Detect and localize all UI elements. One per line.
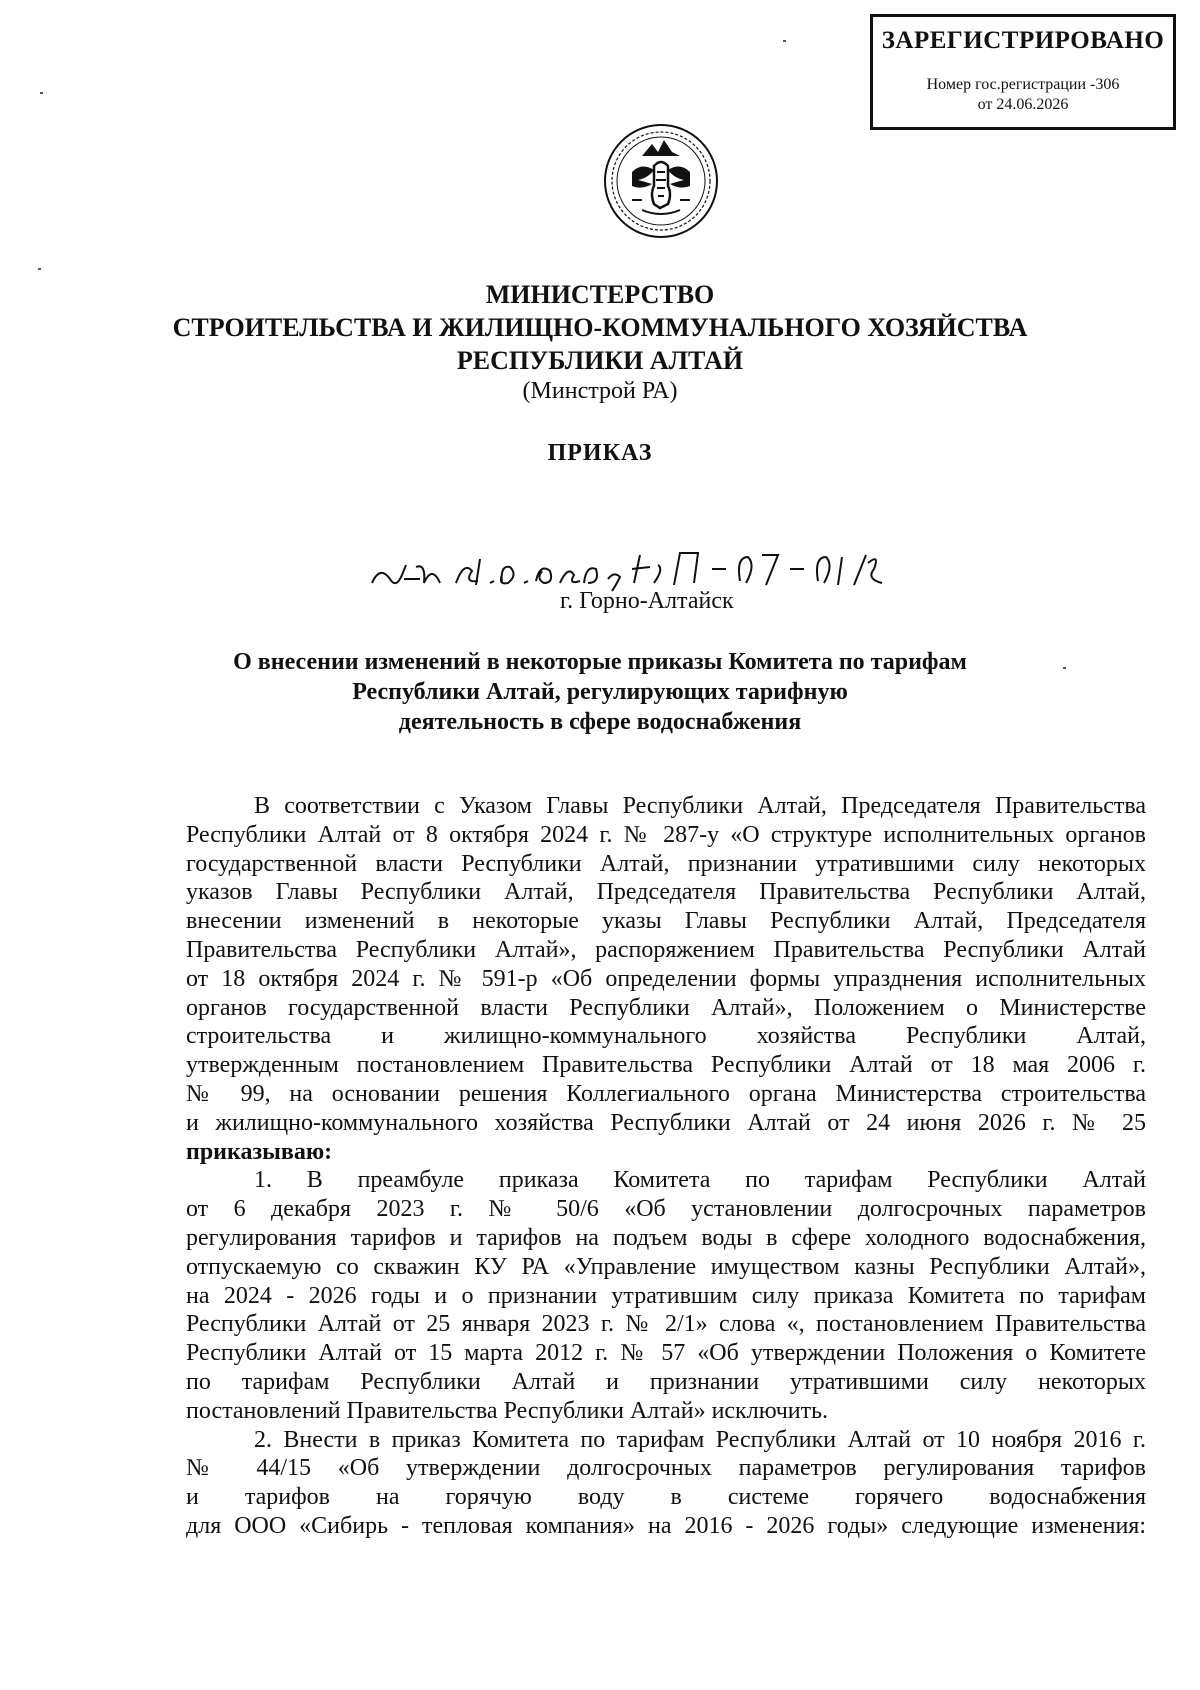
body-line: В соответствии с Указом Главы Республики Алтай, Председателя Правительства (254, 793, 1146, 819)
scan-speck (40, 92, 43, 94)
registration-stamp (870, 14, 1176, 130)
ministry-short-name: (Минстрой РА) (522, 378, 678, 404)
paragraph-item-2 (186, 1426, 1146, 1541)
body-line: отпускаемую со скважин КУ РА «Управление имуществом казны Республики Алтай», (186, 1253, 1146, 1280)
body-line: Республики Алтай от 15 марта 2012 г. № 57 «Об утверждении Положения о Комитете (186, 1340, 1146, 1367)
decree-word: приказываю: (186, 1138, 333, 1165)
body-line: регулирования тарифов и тарифов на подъем воды в сфере холодного водоснабжения, (186, 1224, 1146, 1251)
document-type: ПРИКАЗ (547, 440, 653, 466)
paragraph-item-1 (186, 1166, 1146, 1425)
body-line: указов Главы Республики Алтай, Председателя Правительства Республики Алтай, (186, 879, 1146, 906)
handwritten-order-number (368, 535, 888, 595)
stamp-registration-date: от 24.06.2026 (977, 96, 1069, 113)
ministry-line-1: МИНИСТЕРСТВО (485, 280, 715, 309)
body-line: № 44/15 «Об утверждении долгосрочных параметров регулирования тарифов (186, 1455, 1146, 1482)
body-line: 1. В преамбуле приказа Комитета по тарифам Республики Алтай (254, 1167, 1146, 1194)
subject-line-1: О внесении изменений в некоторые приказы Комитета по тарифам (233, 649, 967, 675)
ministry-line-2: СТРОИТЕЛЬСТВА И ЖИЛИЩНО-КОММУНАЛЬНОГО ХОЗЯЙСТВА (172, 313, 1028, 342)
body-line: и жилищно-коммунального хозяйства Республики Алтай от 24 июня 2026 г. № 25 (186, 1109, 1146, 1136)
body-line: Республики Алтай от 25 января 2023 г. № 2/1» слова «, постановлением Правительства (186, 1311, 1146, 1338)
stamp-registration-number: Номер гос.регистрации -306 (926, 76, 1120, 93)
subject-line-2: Республики Алтай, регулирующих тарифную (352, 679, 848, 705)
scan-speck (783, 40, 786, 42)
document-body (186, 792, 1146, 1541)
body-line: от 6 декабря 2023 г. № 50/6 «Об установлении долгосрочных параметров (186, 1196, 1146, 1223)
body-line: органов государственной власти Республики Алтай», Положением о Министерстве (186, 994, 1146, 1021)
body-line: государственной власти Республики Алтай, признании утратившими силу некоторых (186, 850, 1146, 877)
body-line: строительства и жилищно-коммунального хозяйства Республики Алтай, (186, 1023, 1146, 1050)
body-line: и тарифов на горячую воду в системе горячего водоснабжения (186, 1484, 1146, 1511)
city: г. Горно-Алтайск (560, 588, 734, 614)
subject-line-3: деятельность в сфере водоснабжения (398, 709, 802, 735)
body-line: Республики Алтай от 8 октября 2024 г. № 287-у «О структуре исполнительных органов (186, 821, 1146, 848)
coat-of-arms-icon (602, 122, 720, 240)
body-line: от 18 октября 2024 г. № 591-р «Об определении формы упразднения исполнительных (186, 965, 1146, 992)
body-line: для ООО «Сибирь - тепловая компания» на 2016 - 2026 годы» следующие изменения: (186, 1512, 1146, 1539)
body-line: внесении изменений в некоторые указы Главы Республики Алтай, Председателя (186, 908, 1146, 935)
body-line: постановлений Правительства Республики Алтай» исключить. (186, 1397, 829, 1424)
ministry-line-3: РЕСПУБЛИКИ АЛТАЙ (456, 346, 744, 375)
scan-speck (1063, 667, 1066, 669)
body-line: Правительства Республики Алтай», распоряжением Правительства Республики Алтай (186, 936, 1146, 963)
body-line: по тарифам Республики Алтай и признании утратившими силу некоторых (186, 1368, 1146, 1395)
ministry-name (0, 278, 1200, 377)
document-subject (0, 647, 1200, 737)
stamp-title: ЗАРЕГИСТРИРОВАНО (881, 27, 1165, 54)
scan-speck (38, 268, 41, 270)
body-line: 2. Внести в приказ Комитета по тарифам Республики Алтай от 10 ноября 2016 г. (254, 1426, 1146, 1453)
paragraph-preamble (186, 792, 1146, 1138)
body-line: № 99, на основании решения Коллегиального органа Министерства строительства (186, 1080, 1146, 1107)
body-line: на 2024 - 2026 годы и о признании утратившим силу приказа Комитета по тарифам (186, 1282, 1146, 1309)
body-line: утвержденным постановлением Правительства Республики Алтай от 18 мая 2006 г. (186, 1052, 1146, 1079)
